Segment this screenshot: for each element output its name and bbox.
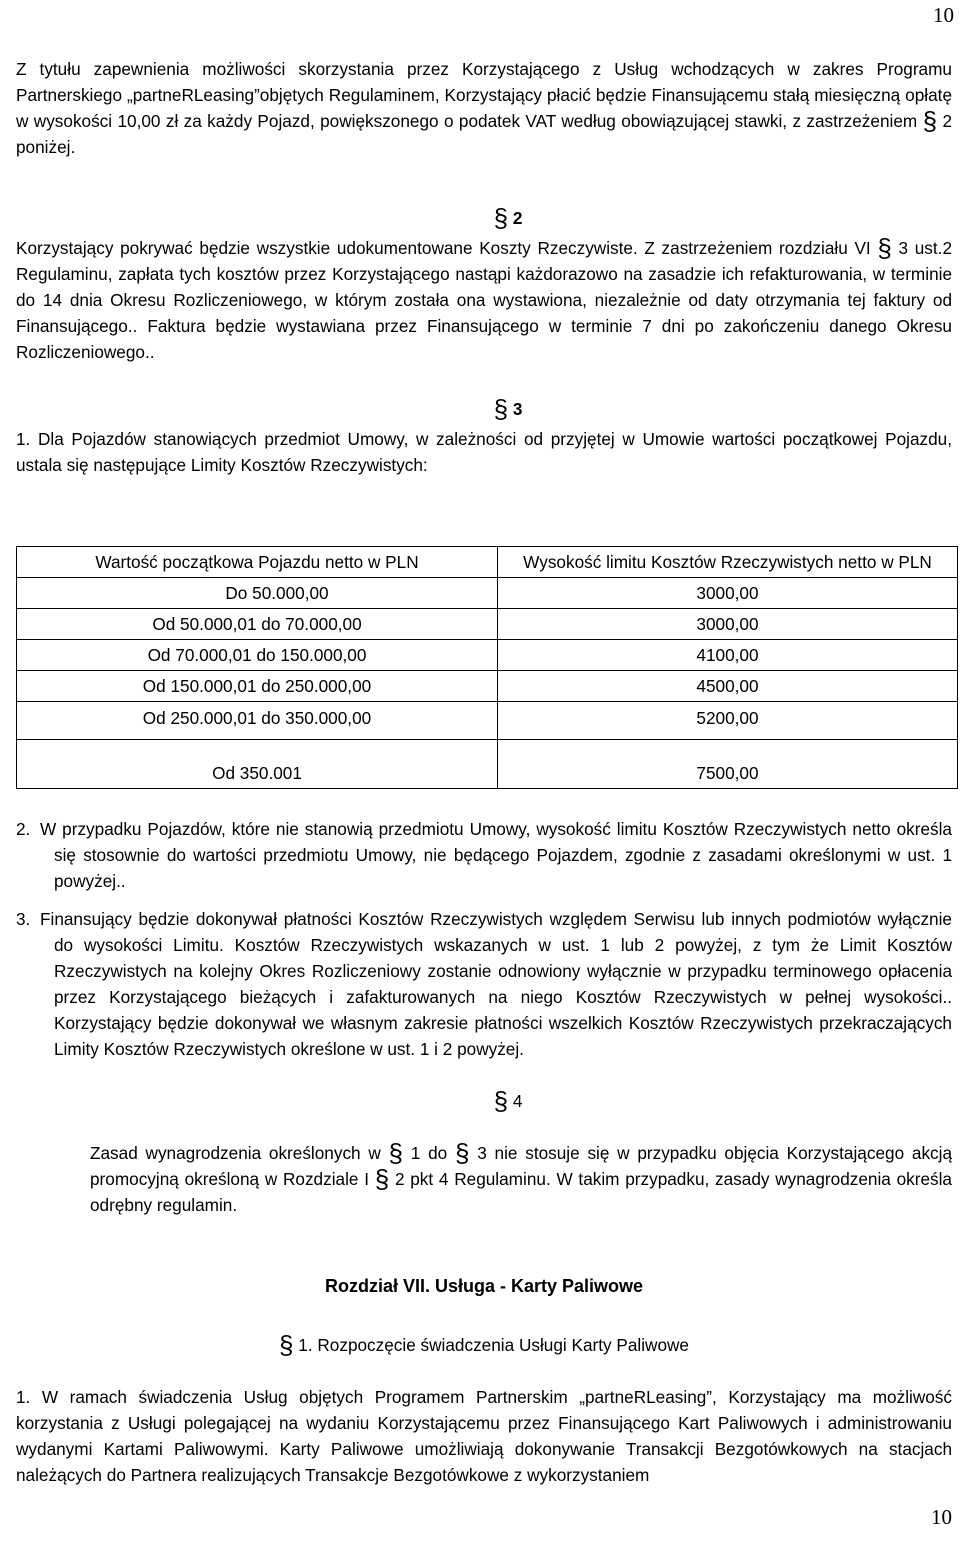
limits-table xyxy=(16,546,958,789)
section-symbol: § xyxy=(877,233,892,263)
section-4-text-c: 3 nie stosuje się w przypadku objęcia Korzystającego akcją promocyjną określoną w Rozdziale I xyxy=(90,1143,953,1189)
item-3-text-content: Finansujący będzie dokonywał płatności Kosztów Rzeczywistych względem Serwisu lub innych podmiotów wyłącznie do wysokości Limitu. Kosztów Rzeczywistych wskazanych w ust. 1 lub 2 powyżej, z tym że Limit Kosztów Rzeczywistych na kolejny Okres Rozliczeniowy zostanie odnowiony wyłącznie w przypadku terminowego opłacenia przez Korzystającego bieżących i zafakturowanych na niego Kosztów Rzeczywistych w pełnej wysokości.. Korzystający będzie dokonywał we własnym zakresie płatności wszelkich Kosztów Rzeczywistych przekraczających Limity Kosztów Rzeczywistych określone w ust. 1 i 2 powyżej. xyxy=(40,909,952,1059)
section-2-paragraph xyxy=(16,235,952,365)
table-cell: 5200,00 xyxy=(498,702,958,740)
section-3-heading xyxy=(16,396,960,422)
intro-text: Z tytułu zapewnienia możliwości skorzystania przez Korzystającego z Usług wchodzących w zakres Programu Partnerskiego „partneRLeasing”objętych Regulaminem, Korzystający płacić będzie Finansującemu stałą miesięczną opłatę w wysokości 10,00 zł za każdy Pojazd, powiększonego o podatek VAT według obowiązującej stawki, z zastrzeżeniem xyxy=(16,59,952,131)
section-4-text-b: 1 do xyxy=(410,1143,448,1163)
section-2-number: 2 xyxy=(512,208,523,228)
table-row xyxy=(17,609,958,640)
section-symbol: § xyxy=(454,1138,470,1168)
page-number-top: 10 xyxy=(933,3,954,27)
table-cell: 3000,00 xyxy=(498,609,958,640)
table-cell: Od 150.000,01 do 250.000,00 xyxy=(17,671,498,702)
section-symbol: § xyxy=(374,1164,390,1194)
table-cell: 4100,00 xyxy=(498,640,958,671)
section-4-number: 4 xyxy=(512,1091,523,1111)
section-1-title-text: 1. Rozpoczęcie świadczenia Usługi Karty Paliwowe xyxy=(298,1335,689,1355)
section-4-text-a: Zasad wynagrodzenia określonych w xyxy=(90,1143,381,1163)
section-3-number: 3 xyxy=(512,399,523,419)
value-range: Do 50.000,00 xyxy=(225,583,329,603)
item-2-text xyxy=(40,816,952,894)
table-header-cell: Wysokość limitu Kosztów Rzeczywistych netto w PLN xyxy=(498,547,958,578)
table-cell xyxy=(17,578,498,609)
table-cell: 3000,00 xyxy=(498,578,958,609)
table-cell: 4500,00 xyxy=(498,671,958,702)
item-3 xyxy=(16,906,952,1062)
table-header-row xyxy=(17,547,958,578)
section-2-text-a: Korzystający pokrywać będzie wszystkie udokumentowane Koszty Rzeczywiste. Z zastrzeżeniem rozdziału VI xyxy=(16,238,871,258)
item-2-number: 2. xyxy=(16,819,31,839)
section-4-paragraph xyxy=(90,1140,952,1218)
chapter-title: Rozdział VII. Usługa - Karty Paliwowe xyxy=(324,1276,644,1296)
section-symbol: § xyxy=(279,1330,294,1360)
table-cell: Od 250.000,01 do 350.000,00 xyxy=(17,702,498,740)
item-3-text xyxy=(40,906,952,1062)
table-row xyxy=(17,671,958,702)
page-number-bottom: 10 xyxy=(931,1505,952,1529)
item-2 xyxy=(16,816,952,894)
intro-ref: 2 poniżej. xyxy=(16,111,952,157)
section-3-symbol: § xyxy=(493,394,509,424)
table-cell: 7500,00 xyxy=(498,740,958,789)
section-2-text-b: 3 ust.2 Regulaminu, zapłata tych kosztów przez Korzystającego nastąpi każdorazowo na zasadzie ich refakturowania, w terminie do 14 dnia Okresu Rozliczeniowego, w którym została ona wystawiona, niezależnie od daty otrzymania tej faktury od Finansującego.. Faktura będzie wystawiana przez Finansującego w terminie 7 dni po zakończeniu danego Okresu Rozliczeniowego.. xyxy=(16,238,952,362)
item-3-number: 3. xyxy=(16,909,31,929)
section-4-symbol: § xyxy=(493,1086,509,1116)
table-cell: Od 50.000,01 do 70.000,00 xyxy=(17,609,498,640)
section-1-title xyxy=(16,1332,952,1358)
table-row xyxy=(17,640,958,671)
table-cell: Od 350.001 xyxy=(17,740,498,789)
section-4-text-d: 2 pkt 4 Regulaminu. W takim przypadku, zasady wynagrodzenia określa odrębny regulamin. xyxy=(90,1169,952,1215)
intro-paragraph xyxy=(16,56,952,160)
table-row xyxy=(17,702,958,740)
section-2-heading xyxy=(16,205,960,231)
table-row xyxy=(17,578,958,609)
section-4-heading xyxy=(16,1088,960,1114)
final-paragraph: 1. W ramach świadczenia Usług objętych Programem Partnerskim „partneRLeasing”, Korzystający ma możliwość korzystania z Usługi polegającej na wydaniu Korzystającemu przez Finansującego Kart Paliwowych i administrowaniu wydanymi Kartami Paliwowymi. Karty Paliwowe umożliwiają dokonywanie Transakcji Bezgotówkowych na stacjach należących do Partnera realizujących Transakcje Bezgotówkowe z wykorzystaniem xyxy=(16,1387,952,1485)
table-header-cell: Wartość początkowa Pojazdu netto w PLN xyxy=(17,547,498,578)
item-2-text-content: W przypadku Pojazdów, które nie stanowią przedmiotu Umowy, wysokość limitu Kosztów Rzeczywistych netto określa się stosownie do wartości przedmiotu Umowy, nie będącego Pojazdem, zgodnie z zasadami określonymi w ust. 1 powyżej.. xyxy=(40,819,952,891)
table-row xyxy=(17,740,958,789)
table-cell: Od 70.000,01 do 150.000,00 xyxy=(17,640,498,671)
section-symbol: § xyxy=(922,106,938,136)
section-2-symbol: § xyxy=(493,203,509,233)
section-3-paragraph: 1. Dla Pojazdów stanowiących przedmiot Umowy, w zależności od przyjętej w Umowie wartości początkowej Pojazdu, ustala się następujące Limity Kosztów Rzeczywistych: xyxy=(16,429,952,475)
section-symbol: § xyxy=(388,1138,404,1168)
